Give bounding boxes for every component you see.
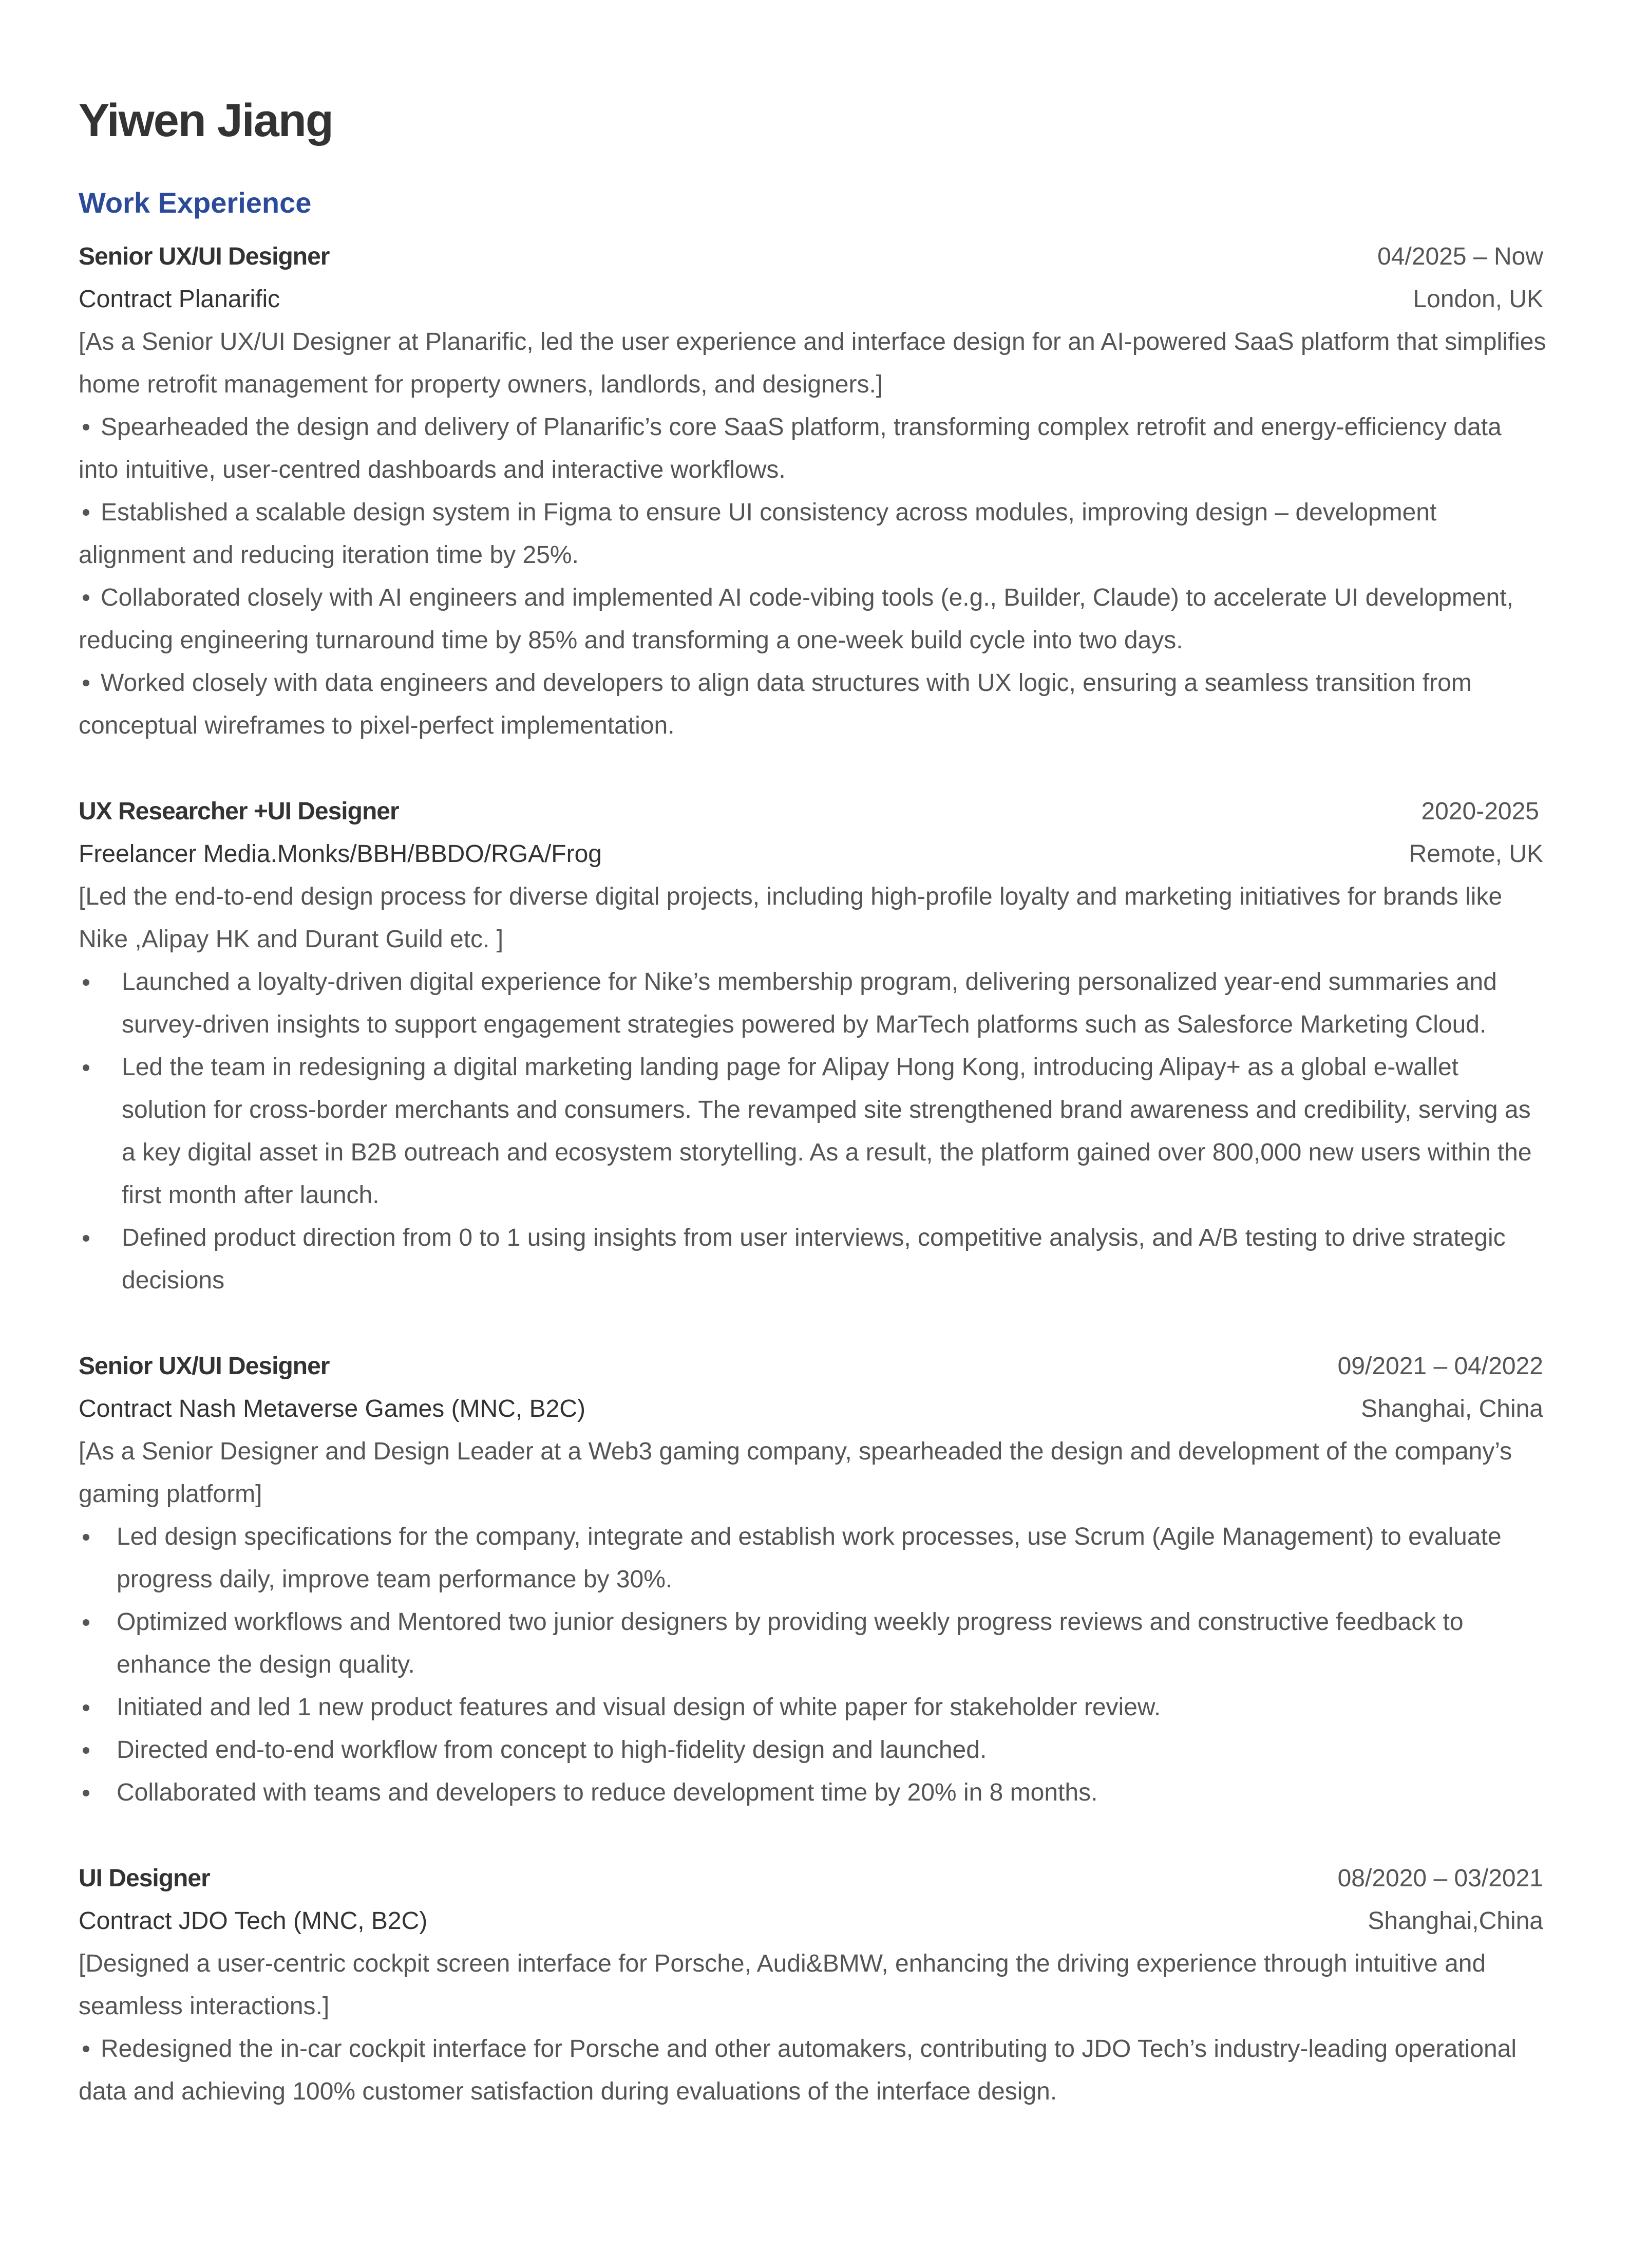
job-title: Senior UX/UI Designer [79, 243, 330, 270]
job-location: Shanghai, China [1361, 1395, 1543, 1422]
job-bullet: Redesigned the in-car cockpit interface for Porsche and other automakers, contributing to JDO Tech’s industry-leading operational data and achieving 100% customer satisfaction during evaluations of the interface design. [79, 2028, 1547, 2113]
job-bullet: Spearheaded the design and delivery of Planarific’s core SaaS platform, transforming complex retrofit and energy-efficiency data into intuitive, user-centred dashboards and interactive workflows. [79, 406, 1547, 491]
job-bullet: Collaborated with teams and developers to reduce development time by 20% in 8 months. [79, 1771, 1547, 1814]
job-bullet: Collaborated closely with AI engineers and implemented AI code-vibing tools (e.g., Builder, Claude) to accelerate UI development, reducing engineering turnaround time by 85% and transforming a one-week build cycle into two days. [79, 576, 1547, 662]
job-date: 09/2021 – 04/2022 [1337, 1353, 1543, 1380]
job-bullet: Launched a loyalty-driven digital experience for Nike’s membership program, delivering personalized year-end summaries and survey-driven insights to support engagement strategies powered by MarTech platforms such as Salesforce Marketing Cloud. [79, 961, 1547, 1046]
job-bullet: Led the team in redesigning a digital marketing landing page for Alipay Hong Kong, introducing Alipay+ as a global e-wallet solution for cross-border merchants and consumers. The revamped site strengthened brand awareness and credibility, serving as a key digital asset in B2B outreach and ecosystem storytelling. As a result, the platform gained over 800,000 new users within the first month after launch. [79, 1046, 1547, 1216]
job-entry [79, 1857, 1547, 2113]
job-bullet-list [79, 406, 1547, 747]
job-bullet-list [79, 1515, 1547, 1814]
job-header-row [79, 790, 1547, 833]
job-bullet: Worked closely with data engineers and developers to align data structures with UX logic, ensuring a seamless transition from conceptual wireframes to pixel-perfect implementation. [79, 662, 1547, 747]
job-company-row [79, 1388, 1547, 1430]
job-date: 08/2020 – 03/2021 [1337, 1865, 1543, 1892]
job-summary: [As a Senior Designer and Design Leader at a Web3 gaming company, spearheaded the design and development of the company’s gaming platform] [79, 1438, 1512, 1508]
job-title: UI Designer [79, 1865, 210, 1892]
job-title: Senior UX/UI Designer [79, 1353, 330, 1380]
job-entry [79, 790, 1547, 1302]
job-company: Contract Planarific [79, 286, 280, 313]
job-bullet: Optimized workflows and Mentored two junior designers by providing weekly progress reviews and constructive feedback to enhance the design quality. [79, 1601, 1547, 1686]
job-bullet-list [79, 2028, 1547, 2113]
job-header-row [79, 1345, 1547, 1388]
job-bullet: Established a scalable design system in Figma to ensure UI consistency across modules, improving design – development alignment and reducing iteration time by 25%. [79, 491, 1547, 576]
resume-page [79, 92, 1547, 2156]
job-header-row [79, 1857, 1547, 1900]
job-company: Contract JDO Tech (MNC, B2C) [79, 1907, 428, 1935]
job-bullet-list [79, 961, 1547, 1302]
job-summary: [Designed a user-centric cockpit screen interface for Porsche, Audi&BMW, enhancing the driving experience through intuitive and seamless interactions.] [79, 1950, 1486, 2020]
job-location: Remote, UK [1409, 840, 1543, 868]
job-summary: [As a Senior UX/UI Designer at Planarific, led the user experience and interface design for an AI-powered SaaS platform that simplifies home retrofit management for property owners, landlords, and designers.] [79, 328, 1546, 398]
job-entry [79, 1345, 1547, 1814]
job-bullet: Initiated and led 1 new product features and visual design of white paper for stakeholder review. [79, 1686, 1547, 1729]
job-entry [79, 235, 1547, 747]
job-company-row [79, 278, 1547, 321]
job-title: UX Researcher +UI Designer [79, 798, 399, 825]
job-company-row [79, 833, 1547, 875]
job-summary: [Led the end-to-end design process for diverse digital projects, including high-profile loyalty and marketing initiatives for brands like Nike ,Alipay HK and Durant Guild etc. ] [79, 883, 1503, 953]
job-location: London, UK [1413, 286, 1543, 313]
job-company: Contract Nash Metaverse Games (MNC, B2C) [79, 1395, 585, 1422]
job-bullet: Defined product direction from 0 to 1 using insights from user interviews, competitive analysis, and A/B testing to drive strategic decisions [79, 1216, 1547, 1302]
job-location: Shanghai,China [1368, 1907, 1543, 1935]
job-date: 04/2025 – Now [1377, 243, 1543, 270]
job-company-row [79, 1900, 1547, 1942]
job-company: Freelancer Media.Monks/BBH/BBDO/RGA/Frog [79, 840, 602, 868]
candidate-name: Yiwen Jiang [79, 95, 333, 146]
job-date: 2020-2025 [1421, 798, 1539, 825]
job-header-row [79, 235, 1547, 278]
job-bullet: Directed end-to-end workflow from concept to high-fidelity design and launched. [79, 1729, 1547, 1771]
section-title-work-experience: Work Experience [79, 186, 312, 219]
job-bullet: Led design specifications for the company, integrate and establish work processes, use Scrum (Agile Management) to evaluate progress daily, improve team performance by 30%. [79, 1515, 1547, 1601]
